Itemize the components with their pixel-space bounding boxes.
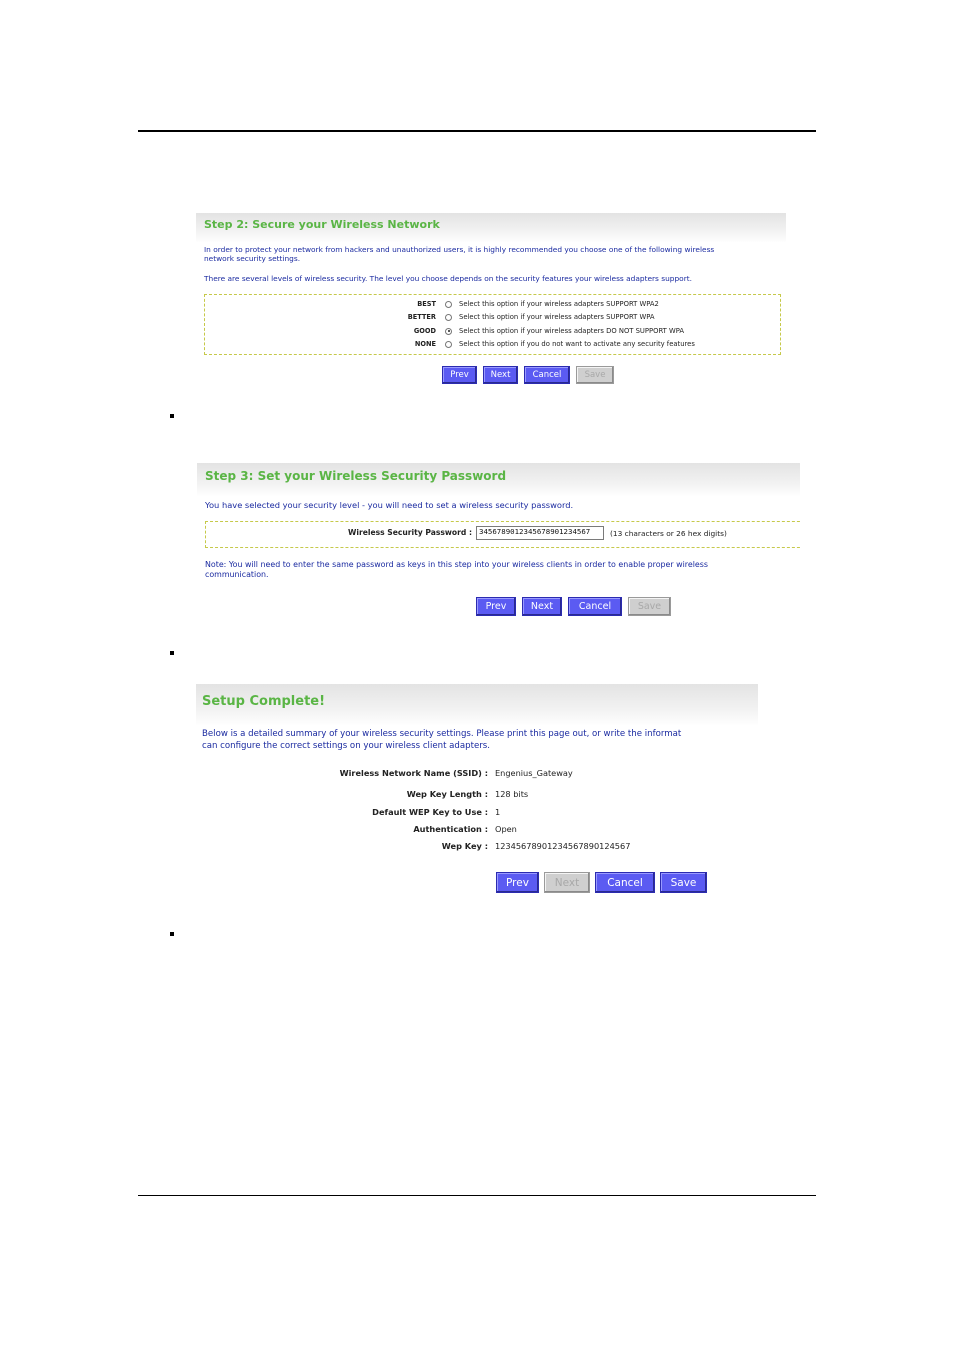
security-option-none[interactable]: [205, 338, 780, 350]
summary-value: 128 bits: [495, 789, 529, 799]
option-label: NONE: [414, 340, 436, 348]
step2-panel: [196, 213, 786, 388]
complete-intro: [202, 729, 681, 752]
step3-intro: You have selected your security level - you will need to set a wireless security password.: [205, 500, 574, 510]
radio-good[interactable]: [445, 328, 452, 335]
bullet-2: [170, 651, 174, 655]
next-button[interactable]: Next: [522, 597, 562, 616]
step3-header: [197, 463, 800, 497]
prev-button[interactable]: Prev: [496, 872, 539, 893]
note-line2: communication.: [205, 570, 269, 579]
step3-note: [205, 560, 708, 580]
step2-intro-line1: In order to protect your network from hackers and unauthorized users, it is highly recommended you choose one of the following wireless: [204, 245, 715, 254]
option-description: Select this option if your wireless adapters SUPPORT WPA2: [459, 300, 659, 308]
radio-best[interactable]: [445, 301, 452, 308]
step3-button-row: [476, 597, 671, 616]
summary-row-wep-key: [196, 841, 758, 853]
summary-row-authentication: [196, 824, 758, 836]
save-button[interactable]: Save: [660, 872, 707, 893]
password-input[interactable]: 3456789012345678901234567: [476, 526, 604, 540]
step2-header: [196, 213, 786, 243]
security-options: [204, 294, 781, 355]
password-label: Wireless Security Password :: [347, 528, 472, 537]
cancel-button[interactable]: Cancel: [568, 597, 622, 616]
bullet-3: [170, 932, 174, 936]
complete-intro-line1: Below is a detailed summary of your wireless security settings. Please print this page out, or write the informat: [202, 729, 682, 739]
summary-row-default-key: [196, 807, 758, 819]
security-option-best[interactable]: [205, 298, 780, 310]
step2-intro: [204, 245, 714, 263]
complete-button-row: [496, 872, 707, 893]
header-rule: [138, 130, 816, 132]
step2-intro-line2: network security settings.: [204, 254, 301, 263]
summary-value: 12345678901234567890124567: [495, 841, 631, 851]
save-button[interactable]: Save: [628, 597, 671, 616]
complete-intro-line2: can configure the correct settings on your wireless client adapters.: [202, 740, 491, 751]
option-description: Select this option if your wireless adapters SUPPORT WPA: [459, 313, 655, 321]
note-line1: Note: You will need to enter the same password as keys in this step into your wireless clients in order to enable proper wireless: [205, 560, 709, 569]
next-button[interactable]: Next: [544, 872, 590, 893]
summary-row-key-length: [196, 789, 758, 801]
step2-levels-text: There are several levels of wireless security. The level you choose depends on the security features your wireless adapters support.: [204, 274, 692, 283]
step2-title: Step 2: Secure your Wireless Network: [204, 218, 440, 231]
bullet-1: [170, 414, 174, 418]
summary-label: Wep Key :: [441, 841, 488, 851]
summary-label: Authentication :: [413, 824, 488, 834]
prev-button[interactable]: Prev: [476, 597, 516, 616]
option-label: BEST: [417, 300, 436, 308]
complete-header: [196, 684, 758, 726]
setup-complete-panel: [196, 684, 758, 899]
password-hint: (13 characters or 26 hex digits): [610, 529, 727, 538]
save-button[interactable]: Save: [576, 366, 614, 384]
complete-title: Setup Complete!: [202, 694, 326, 709]
option-label: GOOD: [413, 327, 436, 335]
prev-button[interactable]: Prev: [442, 366, 477, 384]
footer-rule: [138, 1195, 816, 1196]
step3-panel: [197, 463, 800, 618]
password-box: [205, 521, 800, 548]
summary-value: Open: [495, 824, 517, 834]
option-label: BETTER: [407, 313, 436, 321]
step3-title: Step 3: Set your Wireless Security Password: [205, 469, 507, 483]
security-option-good[interactable]: [205, 325, 780, 337]
option-description: Select this option if you do not want to activate any security features: [459, 340, 695, 348]
cancel-button[interactable]: Cancel: [595, 872, 655, 893]
summary-label: Wep Key Length :: [406, 789, 488, 799]
option-description: Select this option if your wireless adapters DO NOT SUPPORT WPA: [459, 327, 685, 335]
summary-label: Default WEP Key to Use :: [372, 807, 488, 817]
summary-value: 1: [495, 807, 501, 817]
summary-value: Engenius_Gateway: [495, 768, 573, 778]
cancel-button[interactable]: Cancel: [524, 366, 570, 384]
next-button[interactable]: Next: [483, 366, 518, 384]
summary-row-ssid: [196, 768, 758, 780]
radio-none[interactable]: [445, 341, 452, 348]
security-option-better[interactable]: [205, 311, 780, 323]
summary-label: Wireless Network Name (SSID) :: [339, 768, 488, 778]
radio-better[interactable]: [445, 314, 452, 321]
step2-button-row: [442, 366, 614, 384]
